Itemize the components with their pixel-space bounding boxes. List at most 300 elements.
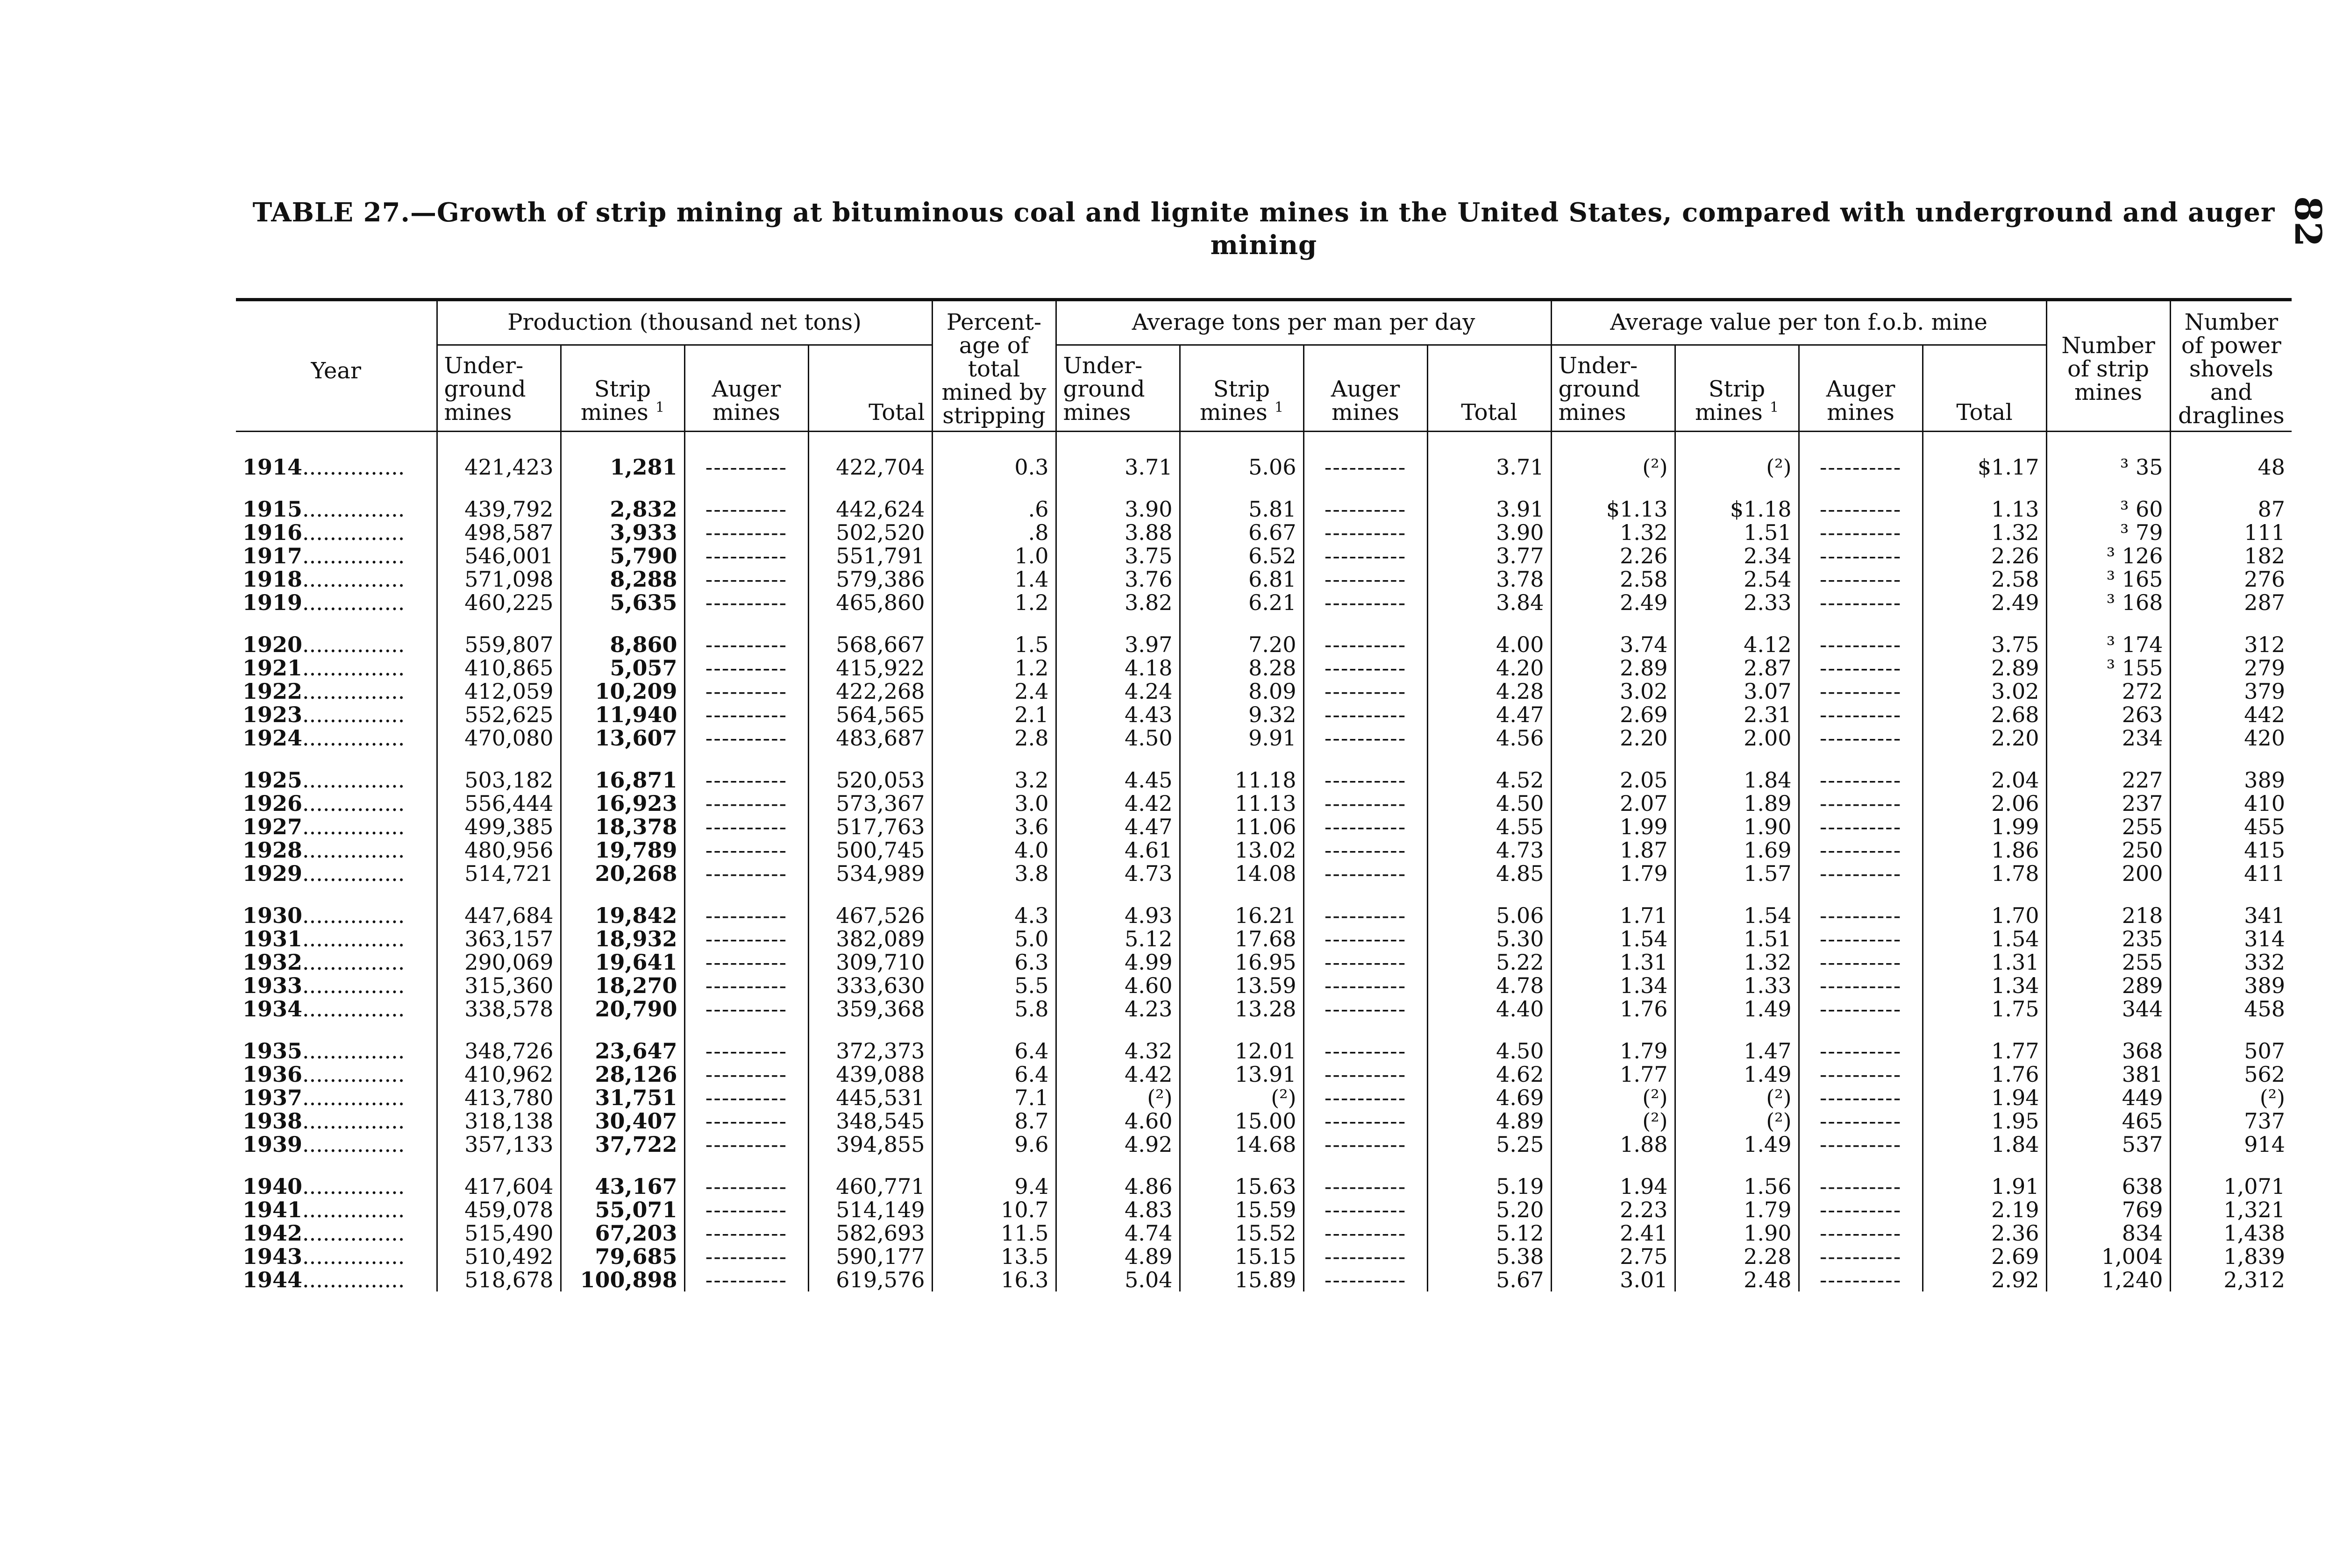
cell-production-strip: 11,940 [561,703,684,726]
table-row [236,479,2292,521]
cell-production-underground: 514,721 [437,862,561,885]
cell-value-total: 1.34 [1923,974,2046,997]
table-row [236,591,2292,614]
header-year: Year [236,300,437,431]
cell-strip-mines-count: 1,004 [2046,1245,2170,1268]
leader-dots: ............... [302,837,405,863]
cell-value-strip: 1.47 [1675,1021,1799,1063]
cell-value-auger: ---------- [1799,432,1923,479]
cell-percentage: 16.3 [932,1268,1056,1291]
cell-power-shovels: 411 [2170,862,2292,885]
cell-tons-total: 4.85 [1427,862,1551,885]
cell-tons-underground: 3.90 [1056,479,1180,521]
leader-dots: ............... [302,1108,405,1134]
cell-tons-total: 5.19 [1427,1156,1551,1198]
cell-production-underground: 363,157 [437,927,561,951]
cell-value-underground: 1.76 [1551,997,1675,1021]
cell-tons-total: 4.89 [1427,1109,1551,1133]
table-row [236,568,2292,591]
cell-tons-auger: ---------- [1303,951,1427,974]
cell-production-auger: ---------- [684,521,808,544]
cell-production-auger: ---------- [684,951,808,974]
cell-tons-strip: 7.20 [1180,614,1303,656]
leader-dots: ............... [302,1244,405,1269]
leader-dots: ............... [302,567,405,592]
cell-production-strip: 10,209 [561,680,684,703]
cell-value-auger: ---------- [1799,997,1923,1021]
cell-value-auger: ---------- [1799,544,1923,568]
cell-production-total: 573,367 [808,792,932,815]
cell-production-strip: 30,407 [561,1109,684,1133]
leader-dots: ............... [302,632,405,657]
cell-value-underground: 1.32 [1551,521,1675,544]
cell-tons-auger: ---------- [1303,792,1427,815]
table-row [236,885,2292,927]
cell-value-total: 1.70 [1923,885,2046,927]
cell-production-underground: 460,225 [437,591,561,614]
cell-tons-total: 5.25 [1427,1133,1551,1156]
cell-production-strip: 18,270 [561,974,684,997]
cell-production-underground: 498,587 [437,521,561,544]
cell-tons-auger: ---------- [1303,838,1427,862]
leader-dots: ............... [302,1197,405,1222]
cell-percentage: .6 [932,479,1056,521]
cell-strip-mines-count: 769 [2046,1198,2170,1221]
cell-strip-mines-count: 465 [2046,1109,2170,1133]
cell-value-strip: 3.07 [1675,680,1799,703]
cell-production-strip: 67,203 [561,1221,684,1245]
cell-production-auger: ---------- [684,1245,808,1268]
cell-value-auger: ---------- [1799,726,1923,750]
year: 1914............... [242,454,405,480]
cell-power-shovels: 507 [2170,1021,2292,1063]
cell-strip-mines-count: 1,240 [2046,1268,2170,1291]
cell-production-strip: 28,126 [561,1063,684,1086]
table-row [236,544,2292,568]
cell-production-total: 460,771 [808,1156,932,1198]
cell-production-total: 520,053 [808,750,932,792]
leader-dots: ............... [302,1085,405,1110]
cell-power-shovels: 420 [2170,726,2292,750]
cell-production-total: 372,373 [808,1021,932,1063]
year: 1932............... [242,950,405,975]
cell-value-total: 1.94 [1923,1086,2046,1109]
cell-value-auger: ---------- [1799,885,1923,927]
cell-value-auger: ---------- [1799,815,1923,838]
header-power-shovels: Number of power shovels and draglines [2170,300,2292,431]
leader-dots: ............... [302,454,405,480]
header-tons-auger: Auger mines [1303,345,1427,431]
cell-tons-auger: ---------- [1303,1063,1427,1086]
cell-tons-underground: 4.60 [1056,974,1180,997]
table-row [236,862,2292,885]
cell-tons-underground: 4.43 [1056,703,1180,726]
cell-percentage: 2.1 [932,703,1056,726]
cell-production-total: 467,526 [808,885,932,927]
cell-power-shovels: 314 [2170,927,2292,951]
cell-production-strip: 18,378 [561,815,684,838]
cell-production-total: 309,710 [808,951,932,974]
cell-value-strip: 2.34 [1675,544,1799,568]
cell-production-strip: 79,685 [561,1245,684,1268]
cell-production-total: 422,704 [808,432,932,479]
cell-strip-mines-count: 381 [2046,1063,2170,1086]
cell-strip-mines-count: 638 [2046,1156,2170,1198]
cell-power-shovels: 1,438 [2170,1221,2292,1245]
year: 1930............... [242,903,405,928]
cell-production-total: 382,089 [808,927,932,951]
cell-value-strip: 2.87 [1675,656,1799,680]
cell-value-strip: 1.57 [1675,862,1799,885]
cell-power-shovels: 276 [2170,568,2292,591]
table-row [236,1021,2292,1063]
cell-production-strip: 8,288 [561,568,684,591]
cell-production-auger: ---------- [684,680,808,703]
cell-value-total: 1.91 [1923,1156,2046,1198]
cell-production-total: 582,693 [808,1221,932,1245]
cell-tons-strip: 6.81 [1180,568,1303,591]
cell-value-auger: ---------- [1799,838,1923,862]
table-row [236,750,2292,792]
cell-production-total: 500,745 [808,838,932,862]
cell-tons-strip: 15.52 [1180,1221,1303,1245]
cell-value-strip: 1.49 [1675,1133,1799,1156]
leader-dots: ............... [302,497,405,522]
cell-tons-auger: ---------- [1303,544,1427,568]
cell-production-auger: ---------- [684,591,808,614]
cell-tons-strip: 5.06 [1180,432,1303,479]
cell-tons-auger: ---------- [1303,1221,1427,1245]
cell-production-total: 483,687 [808,726,932,750]
cell-value-auger: ---------- [1799,1109,1923,1133]
header-percentage: Percent-age of total mined by stripping [932,300,1056,431]
cell-production-total: 590,177 [808,1245,932,1268]
cell-production-underground: 447,684 [437,885,561,927]
header-value-underground: Under-ground mines [1551,345,1675,431]
cell-percentage: 10.7 [932,1198,1056,1221]
leader-dots: ............... [302,973,405,998]
cell-tons-auger: ---------- [1303,1021,1427,1063]
cell-tons-total: 4.47 [1427,703,1551,726]
cell-power-shovels: 332 [2170,951,2292,974]
cell-tons-strip: 15.89 [1180,1268,1303,1291]
year: 1941............... [242,1197,405,1222]
cell-value-total: 1.54 [1923,927,2046,951]
cell-strip-mines-count: 255 [2046,951,2170,974]
cell-production-underground: 338,578 [437,997,561,1021]
cell-production-underground: 515,490 [437,1221,561,1245]
cell-power-shovels: (²) [2170,1086,2292,1109]
cell-production-auger: ---------- [684,997,808,1021]
cell-production-strip: 20,268 [561,862,684,885]
cell-tons-underground: 4.61 [1056,838,1180,862]
cell-strip-mines-count: 263 [2046,703,2170,726]
cell-tons-total: 5.67 [1427,1268,1551,1291]
leader-dots: ............... [302,725,405,751]
cell-value-underground: 1.77 [1551,1063,1675,1086]
cell-value-strip: 1.51 [1675,521,1799,544]
cell-value-total: 3.75 [1923,614,2046,656]
cell-value-underground: 1.54 [1551,927,1675,951]
cell-value-underground: 2.05 [1551,750,1675,792]
cell-value-auger: ---------- [1799,521,1923,544]
cell-value-strip: 1.84 [1675,750,1799,792]
cell-power-shovels: 562 [2170,1063,2292,1086]
cell-power-shovels: 379 [2170,680,2292,703]
cell-tons-auger: ---------- [1303,614,1427,656]
cell-tons-auger: ---------- [1303,521,1427,544]
cell-power-shovels: 415 [2170,838,2292,862]
cell-production-total: 514,149 [808,1198,932,1221]
cell-value-auger: ---------- [1799,479,1923,521]
cell-strip-mines-count: ³ 35 [2046,432,2170,479]
cell-production-underground: 439,792 [437,479,561,521]
cell-percentage: 1.5 [932,614,1056,656]
cell-value-underground: 2.69 [1551,703,1675,726]
cell-production-total: 348,545 [808,1109,932,1133]
cell-value-underground: 1.99 [1551,815,1675,838]
cell-tons-auger: ---------- [1303,1156,1427,1198]
leader-dots: ............... [302,767,405,793]
cell-tons-auger: ---------- [1303,974,1427,997]
cell-tons-total: 4.69 [1427,1086,1551,1109]
cell-production-underground: 503,182 [437,750,561,792]
cell-value-auger: ---------- [1799,703,1923,726]
table-row [236,927,2292,951]
cell-production-auger: ---------- [684,544,808,568]
cell-power-shovels: 914 [2170,1133,2292,1156]
cell-production-auger: ---------- [684,726,808,750]
cell-tons-strip: 8.09 [1180,680,1303,703]
cell-value-underground: 2.20 [1551,726,1675,750]
cell-production-underground: 318,138 [437,1109,561,1133]
cell-tons-total: 5.12 [1427,1221,1551,1245]
cell-production-underground: 459,078 [437,1198,561,1221]
cell-value-total: 2.69 [1923,1245,2046,1268]
cell-tons-underground: 4.23 [1056,997,1180,1021]
cell-value-underground: (²) [1551,432,1675,479]
cell-tons-strip: 15.59 [1180,1198,1303,1221]
cell-value-total: 2.20 [1923,726,2046,750]
cell-power-shovels: 455 [2170,815,2292,838]
cell-value-total: 2.68 [1923,703,2046,726]
cell-power-shovels: 111 [2170,521,2292,544]
table-row [236,680,2292,703]
cell-tons-total: 4.00 [1427,614,1551,656]
cell-tons-total: 4.50 [1427,792,1551,815]
cell-tons-auger: ---------- [1303,568,1427,591]
cell-tons-total: 4.20 [1427,656,1551,680]
cell-production-underground: 357,133 [437,1133,561,1156]
table-row [236,1268,2292,1291]
cell-value-strip: 1.79 [1675,1198,1799,1221]
cell-value-strip: 1.32 [1675,951,1799,974]
cell-power-shovels: 1,071 [2170,1156,2292,1198]
cell-value-total: 2.36 [1923,1221,2046,1245]
header-value-strip: Strip mines $^1$ [1675,345,1799,431]
cell-tons-strip: 15.63 [1180,1156,1303,1198]
cell-tons-strip: 13.59 [1180,974,1303,997]
cell-value-auger: ---------- [1799,1268,1923,1291]
leader-dots: ............... [302,702,405,727]
year: 1938............... [242,1108,405,1134]
cell-tons-auger: ---------- [1303,815,1427,838]
cell-production-total: 422,268 [808,680,932,703]
table-row [236,1198,2292,1221]
cell-tons-auger: ---------- [1303,750,1427,792]
cell-tons-auger: ---------- [1303,1245,1427,1268]
cell-power-shovels: 287 [2170,591,2292,614]
cell-power-shovels: 312 [2170,614,2292,656]
leader-dots: ............... [302,903,405,928]
table-title-line1: TABLE 27.—Growth of strip mining at bituminous coal and lignite mines in the United States, compared with underground and auger [252,197,2275,228]
header-tons-underground: Under-ground mines [1056,345,1180,431]
cell-value-underground: 2.89 [1551,656,1675,680]
cell-value-strip: (²) [1675,1109,1799,1133]
cell-production-underground: 412,059 [437,680,561,703]
year: 1934............... [242,996,405,1022]
cell-value-underground: 1.94 [1551,1156,1675,1198]
header-strip-mines-count: Number of strip mines [2046,300,2170,431]
cell-production-strip: 100,898 [561,1268,684,1291]
cell-production-auger: ---------- [684,885,808,927]
cell-tons-auger: ---------- [1303,680,1427,703]
cell-tons-auger: ---------- [1303,726,1427,750]
cell-value-auger: ---------- [1799,656,1923,680]
cell-tons-total: 3.91 [1427,479,1551,521]
cell-percentage: 1.2 [932,656,1056,680]
cell-tons-underground: 3.75 [1056,544,1180,568]
cell-tons-total: 3.77 [1427,544,1551,568]
cell-power-shovels: 737 [2170,1109,2292,1133]
cell-value-total: 1.75 [1923,997,2046,1021]
cell-production-strip: 19,789 [561,838,684,862]
cell-value-underground: (²) [1551,1086,1675,1109]
table-row [236,1086,2292,1109]
cell-production-auger: ---------- [684,1109,808,1133]
cell-production-strip: 31,751 [561,1086,684,1109]
header-value-auger: Auger mines [1799,345,1923,431]
cell-production-total: 502,520 [808,521,932,544]
leader-dots: ............... [302,1062,405,1087]
cell-tons-strip: 11.13 [1180,792,1303,815]
cell-percentage: 6.4 [932,1021,1056,1063]
cell-production-strip: 16,871 [561,750,684,792]
cell-production-total: 534,989 [808,862,932,885]
table-row [236,1221,2292,1245]
cell-production-underground: 348,726 [437,1021,561,1063]
cell-production-auger: ---------- [684,432,808,479]
cell-tons-strip: 5.81 [1180,479,1303,521]
cell-production-strip: 19,641 [561,951,684,974]
cell-production-strip: 2,832 [561,479,684,521]
cell-percentage: 9.4 [932,1156,1056,1198]
header-production-strip: Strip mines $^1$ [561,345,684,431]
year: 1921............... [242,655,405,681]
cell-tons-auger: ---------- [1303,479,1427,521]
cell-production-auger: ---------- [684,974,808,997]
year: 1940............... [242,1174,405,1199]
cell-strip-mines-count: ³ 60 [2046,479,2170,521]
cell-tons-total: 5.20 [1427,1198,1551,1221]
cell-percentage: 6.3 [932,951,1056,974]
cell-strip-mines-count: 234 [2046,726,2170,750]
cell-tons-total: 4.55 [1427,815,1551,838]
year: 1916............... [242,520,405,545]
cell-tons-underground: 4.45 [1056,750,1180,792]
cell-production-auger: ---------- [684,568,808,591]
cell-tons-strip: 6.21 [1180,591,1303,614]
cell-value-auger: ---------- [1799,568,1923,591]
cell-value-total: 1.95 [1923,1109,2046,1133]
cell-production-strip: 19,842 [561,885,684,927]
cell-production-strip: 37,722 [561,1133,684,1156]
cell-value-strip: 4.12 [1675,614,1799,656]
cell-power-shovels: 1,321 [2170,1198,2292,1221]
table-row [236,838,2292,862]
cell-production-total: 359,368 [808,997,932,1021]
cell-production-underground: 470,080 [437,726,561,750]
cell-tons-underground: 4.89 [1056,1245,1180,1268]
cell-value-underground: 2.75 [1551,1245,1675,1268]
cell-power-shovels: 442 [2170,703,2292,726]
cell-production-underground: 413,780 [437,1086,561,1109]
cell-tons-strip: 6.67 [1180,521,1303,544]
cell-production-strip: 20,790 [561,997,684,1021]
cell-value-total: $1.17 [1923,432,2046,479]
year: 1920............... [242,632,405,657]
cell-percentage: 4.0 [932,838,1056,862]
leader-dots: ............... [302,926,405,951]
table-header [236,300,2292,432]
cell-production-auger: ---------- [684,1268,808,1291]
leader-dots: ............... [302,590,405,615]
cell-power-shovels: 87 [2170,479,2292,521]
cell-production-strip: 1,281 [561,432,684,479]
leader-dots: ............... [302,1132,405,1157]
cell-tons-strip: 16.21 [1180,885,1303,927]
cell-production-underground: 499,385 [437,815,561,838]
cell-power-shovels: 2,312 [2170,1268,2292,1291]
cell-strip-mines-count: 255 [2046,815,2170,838]
cell-value-auger: ---------- [1799,591,1923,614]
page-number: 82 [2286,196,2329,247]
table-row [236,521,2292,544]
cell-power-shovels: 410 [2170,792,2292,815]
cell-production-underground: 417,604 [437,1156,561,1198]
cell-production-strip: 5,790 [561,544,684,568]
year: 1942............... [242,1220,405,1246]
leader-dots: ............... [302,1267,405,1292]
cell-production-strip: 16,923 [561,792,684,815]
cell-value-strip: 1.90 [1675,815,1799,838]
cell-value-auger: ---------- [1799,614,1923,656]
data-table [236,298,2292,1291]
cell-percentage: 2.4 [932,680,1056,703]
cell-value-total: 1.99 [1923,815,2046,838]
cell-production-auger: ---------- [684,656,808,680]
cell-tons-strip: 12.01 [1180,1021,1303,1063]
cell-tons-auger: ---------- [1303,1086,1427,1109]
leader-dots: ............... [302,791,405,816]
cell-value-total: 2.92 [1923,1268,2046,1291]
header-production-total: Total [808,345,932,431]
cell-value-underground: 2.26 [1551,544,1675,568]
cell-percentage: 3.2 [932,750,1056,792]
cell-strip-mines-count: 289 [2046,974,2170,997]
cell-percentage: 11.5 [932,1221,1056,1245]
cell-value-strip: 1.49 [1675,997,1799,1021]
